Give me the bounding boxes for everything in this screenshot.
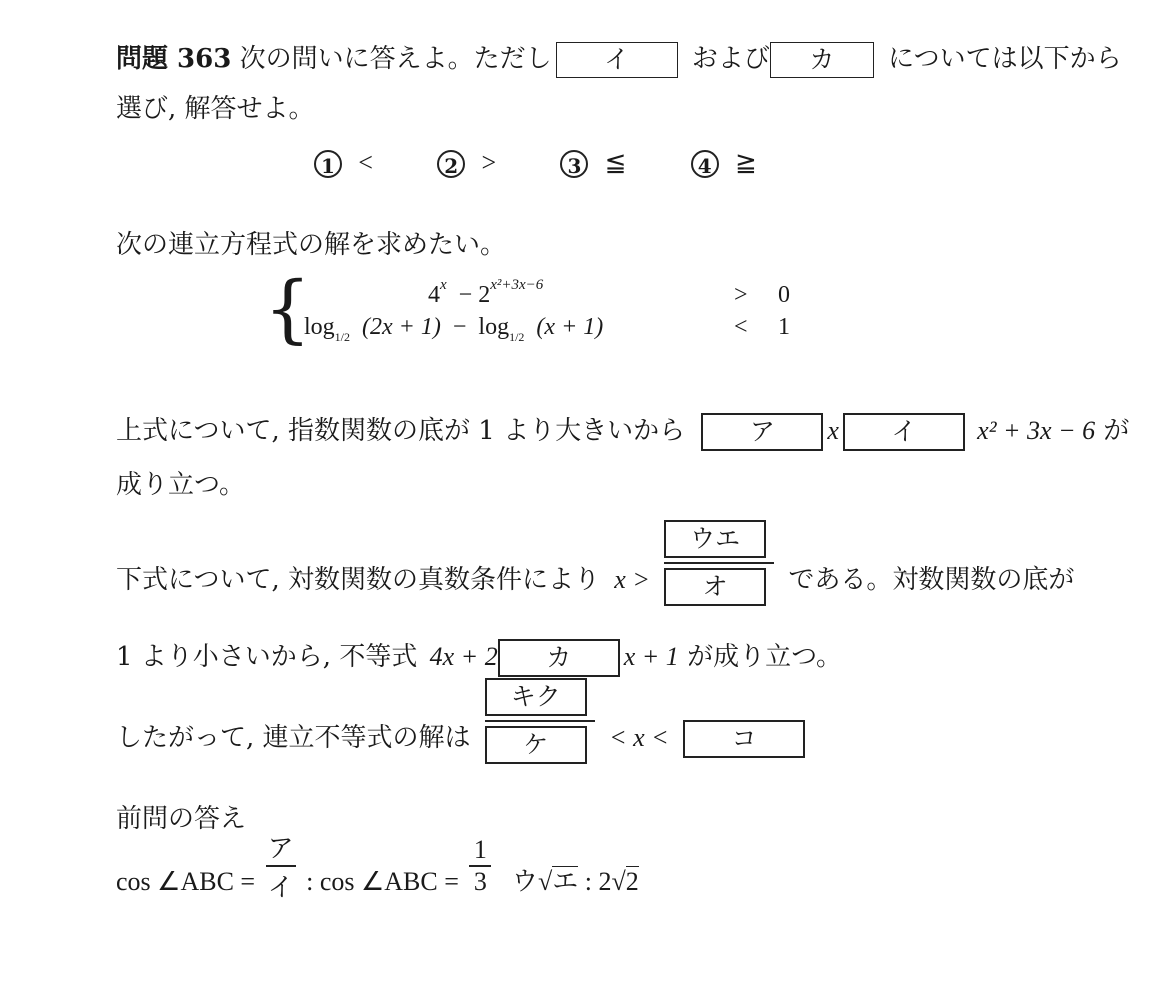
answer-box-o[interactable]: オ [664,568,766,606]
system-intro: 次の連立方程式の解を求めたい。 [116,230,507,260]
choice-2 [437,148,496,178]
intro-text-a: 次の問いに答えよ。ただし [239,44,552,74]
intro-line2: 選び, 解答せよ。 [116,94,315,124]
system-brace: { [264,266,312,352]
choice-1 [314,148,373,178]
fraction-ue-o [664,520,774,606]
prev-answer-label: 前問の答え [116,804,247,834]
choice-symbol-2: > [481,148,497,177]
paragraph-3: 1 より小さいから, 不等式 4x + 2 カ x + 1 が成り立つ。 [116,636,842,677]
choice-3 [560,148,626,178]
system-row-1-rhs: 0 [778,282,790,308]
system-row-1: $4^x - 2^{x^2+3x-6}$ [428,277,544,308]
problem-label: 問題 363 [116,44,232,74]
answer-box-ka[interactable]: カ [770,42,874,78]
choice-number-4: 4 [691,150,719,178]
problem-intro [116,38,1122,78]
choice-list [314,148,757,178]
fraction-kiku-ke [485,678,595,764]
choice-symbol-1: < [358,148,373,177]
paragraph-1-line2: 成り立つ。 [116,470,245,500]
prev-answer-line: cos ∠ABC = $\frac{\text{ア}}{\text{イ}}$ : cos ∠ABC = $\frac{1}{3}$ ウ√エ : 2√2 [116,834,639,902]
choice-symbol-4: ≧ [735,148,757,177]
choice-symbol-3: ≦ [604,148,627,177]
answer-box-ka-2[interactable]: カ [498,639,620,677]
answer-box-i[interactable]: イ [556,42,678,78]
intro-text-c: については以下から [888,44,1122,74]
answer-box-ue[interactable]: ウエ [664,520,766,558]
answer-box-a[interactable]: ア [701,413,823,451]
answer-box-kiku[interactable]: キク [485,678,587,716]
intro-text-b: および [691,44,770,74]
answer-box-i-2[interactable]: イ [843,413,965,451]
choice-number-2: 2 [437,150,465,178]
system-row-1-op: > [734,282,748,308]
choice-number-3: 3 [560,150,588,178]
answer-box-ko[interactable]: コ [683,720,805,758]
choice-4 [691,148,757,178]
system-row-2-op: < [734,314,748,340]
system-row-2: $\log_{1/2} (2x + 1) - \log_{1/2} (x + 1)$ [304,314,604,344]
paragraph-4: したがって, 連立不等式の解は $\frac{\text{キク}}{\text{ケ}}$ < x < コ [116,678,805,764]
choice-number-1: 1 [314,150,342,178]
system-row-2-rhs: 1 [778,314,790,340]
answer-box-ke[interactable]: ケ [485,726,587,764]
paragraph-2: 下式について, 対数関数の真数条件により x > $\frac{\text{ウエ}}{\text{オ}}$ である。対数関数の底が [116,520,1074,606]
paragraph-1: 上式について, 指数関数の底が 1 より大きいから ア x イ x² + 3x − 6 が [116,410,1129,451]
